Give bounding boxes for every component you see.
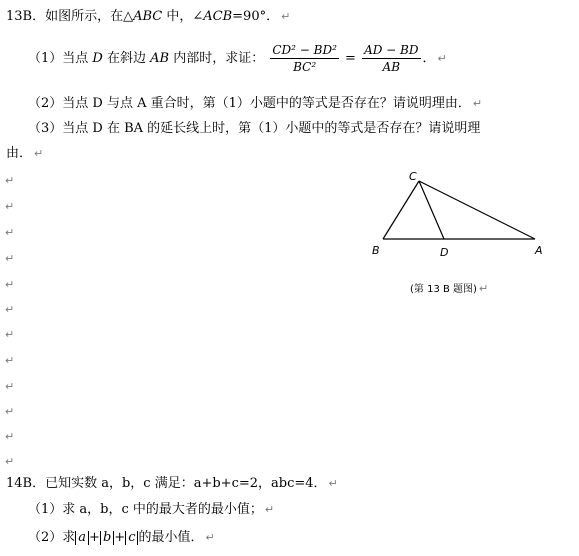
paragraph-mark: ↵: [281, 10, 291, 23]
abs-b: b: [100, 531, 114, 545]
paragraph-mark: ↵: [34, 147, 44, 160]
q3-continuation: 由．: [6, 146, 33, 161]
problem-14-text: 14B．已知实数 a，b，c 满足：a+b+c=2，abc=4．: [6, 476, 327, 491]
figure-caption: [410, 280, 488, 295]
fraction-left: [270, 42, 339, 75]
label-c: C: [409, 170, 417, 183]
header-mid: 中，∠: [162, 9, 204, 24]
plus-sign: +: [114, 530, 126, 545]
q1-end: ．: [422, 51, 436, 66]
paragraph-mark: ↵: [205, 531, 215, 544]
paragraph-mark: ↵: [5, 380, 15, 393]
abs-c: c: [125, 531, 138, 545]
fraction-left-numerator: CD² − BD²: [272, 43, 337, 57]
paragraph-mark: ↵: [5, 174, 15, 187]
angle-name: ACB: [203, 9, 233, 24]
question-14-2: [28, 530, 215, 546]
paragraph-mark: ↵: [437, 52, 447, 65]
paragraph-mark: ↵: [5, 430, 15, 443]
paragraph-mark: ↵: [328, 477, 338, 490]
side-ca: [419, 181, 535, 239]
q1-point-d: D: [92, 51, 103, 66]
question-13-3: [28, 121, 480, 137]
question-14-1: [28, 502, 274, 518]
paragraph-mark: ↵: [5, 252, 15, 265]
paragraph-mark: ↵: [478, 282, 489, 295]
label-a: A: [535, 244, 543, 257]
paragraph-mark: ↵: [5, 200, 15, 213]
label-b: B: [372, 244, 380, 257]
q2-text: （2）当点 D 与点 A 重合时，第（1）小题中的等式是否存在？请说明理由．: [28, 96, 471, 111]
label-d: D: [440, 246, 449, 259]
paragraph-mark: ↵: [5, 455, 15, 468]
q1-segment-ab: AB: [150, 51, 170, 66]
paragraph-mark: ↵: [5, 278, 15, 291]
problem-13-header: [6, 9, 290, 25]
paragraph-mark: ↵: [5, 354, 15, 367]
question-13-3-cont: [6, 146, 43, 162]
paragraph-mark: ↵: [5, 303, 15, 316]
fraction-right-numerator: AD − BD: [364, 43, 419, 57]
side-bc: [383, 181, 419, 239]
paragraph-mark: ↵: [472, 97, 483, 110]
paragraph-mark: ↵: [5, 226, 15, 239]
triangle-name: ABC: [133, 9, 163, 24]
q1-suffix: 内部时，求证：: [169, 51, 265, 66]
paragraph-mark: ↵: [5, 328, 15, 341]
triangle-figure: [365, 168, 555, 268]
q1-mid: 在斜边: [102, 51, 151, 66]
header-text: 13B．如图所示，在△: [6, 9, 134, 24]
q3-text: （3）当点 D 在 BA 的延长线上时，第（1）小题中的等式是否存在？请说明理: [28, 121, 481, 136]
q1-prefix: （1）当点: [28, 51, 93, 66]
abs-a: a: [75, 531, 89, 545]
angle-value: =90°．: [232, 9, 280, 24]
fraction-left-denominator: BC²: [293, 60, 317, 74]
question-13-1: [28, 42, 447, 76]
fraction-right: [362, 42, 420, 75]
q14-1-text: （1）求 a，b，c 中的最大者的最小值；: [28, 502, 263, 517]
segment-cd: [419, 181, 444, 239]
caption-text: (第 13 B 题图): [410, 284, 477, 295]
fraction-right-denominator: AB: [382, 60, 401, 74]
equals-sign: =: [345, 51, 356, 66]
problem-14-header: [6, 476, 338, 492]
question-13-2: [28, 96, 482, 112]
paragraph-mark: ↵: [5, 405, 15, 418]
q14-2-prefix: （2）求: [28, 530, 76, 545]
plus-sign: +: [89, 530, 100, 545]
paragraph-mark: ↵: [264, 503, 275, 516]
q14-2-suffix: 的最小值．: [138, 530, 204, 545]
